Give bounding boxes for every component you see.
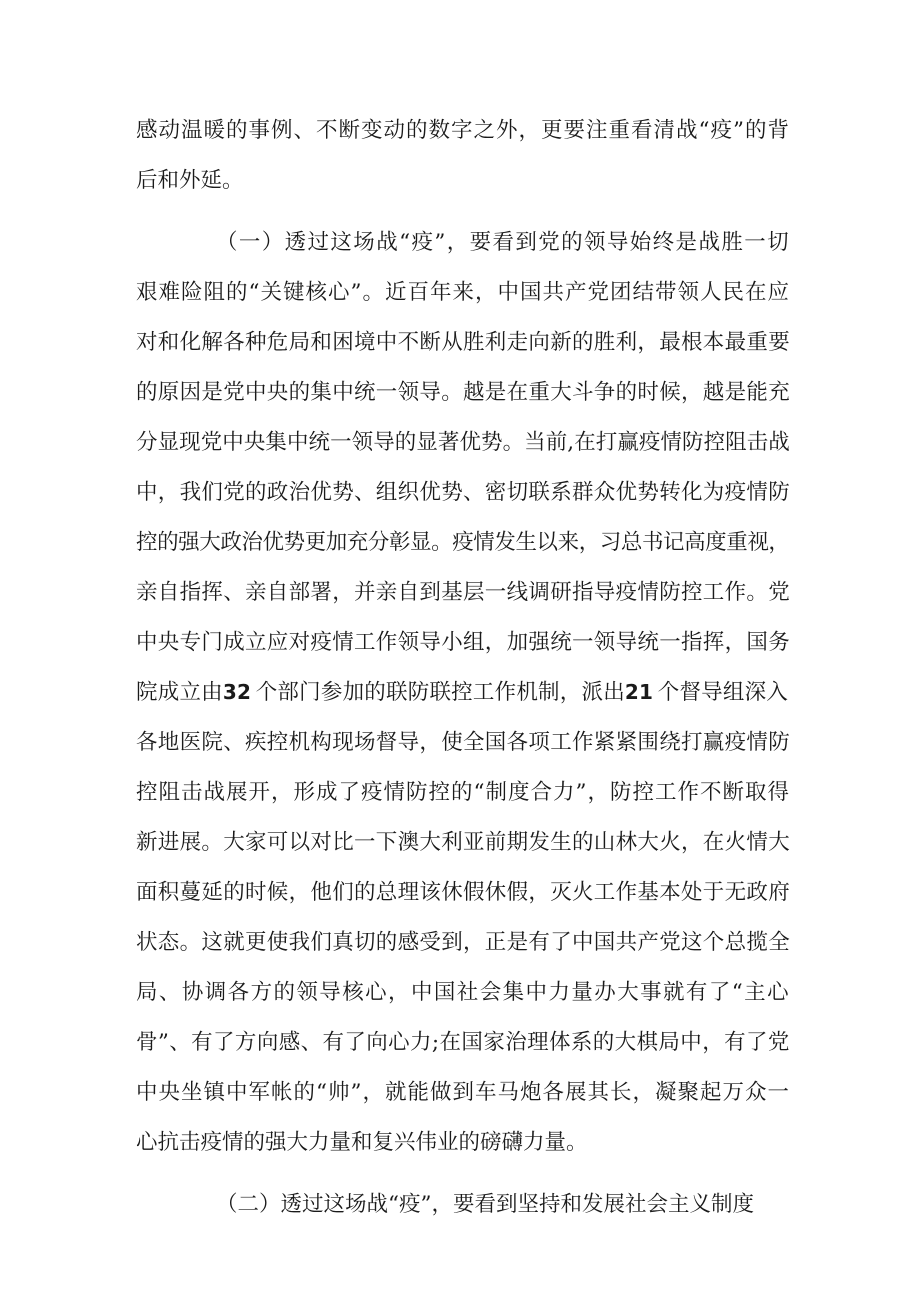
- text-line: 控阻击战展开，形成了疫情防控的“制度合力”，防控工作不断取得: [136, 780, 790, 805]
- section-heading-1: （一）透过这场战“疫”，要看到党的领导始终是战胜一切: [216, 230, 790, 255]
- text-segment: 院成立由: [136, 680, 223, 705]
- text-line: 中央坐镇中军帐的“帅”，就能做到车马炮各展其长，凝聚起万众一: [136, 1080, 790, 1105]
- text-line: 心抗击疫情的强大力量和复兴伟业的磅礴力量。: [136, 1130, 588, 1155]
- text-line-with-numbers: [136, 682, 788, 704]
- text-line: 感动温暖的事例、不断变动的数字之外，更要注重看清战“疫”的背: [136, 118, 790, 143]
- text-line: 亲自指挥、亲自部署，并亲自到基层一线调研指导疫情防控工作。党: [136, 580, 791, 605]
- text-line: 面积蔓延的时候，他们的总理该休假休假，灭火工作基本处于无政府: [136, 880, 791, 905]
- text-line: 艰难险阻的“关键核心”。近百年来，中国共产党团结带领人民在应: [136, 280, 790, 305]
- number-32: 32: [222, 680, 252, 704]
- number-21: 21: [624, 680, 654, 704]
- text-segment: 个督导组深入: [657, 680, 789, 705]
- text-line: 中央专门成立应对疫情工作领导小组，加强统一领导统一指挥，国务: [136, 630, 791, 655]
- text-line: 骨”、有了方向感、有了向心力;在国家治理体系的大棋局中，有了党: [136, 1030, 790, 1055]
- text-line: 控的强大政治优势更加充分彰显。疫情发生以来，习总书记高度重视，: [136, 530, 790, 555]
- text-line: 对和化解各种危局和困境中不断从胜利走向新的胜利，最根本最重要: [136, 330, 791, 355]
- text-line: 中，我们党的政治优势、组织优势、密切联系群众优势转化为疫情防: [136, 480, 791, 505]
- text-line: 新进展。大家可以对比一下澳大利亚前期发生的山林大火，在火情大: [136, 830, 791, 855]
- text-line: 分显现党中央集中统一领导的显著优势。当前,在打赢疫情防控阻击战: [136, 430, 790, 455]
- text-line: 各地医院、疾控机构现场督导，使全国各项工作紧紧围绕打赢疫情防: [136, 730, 791, 755]
- text-line: 局、协调各方的领导核心，中国社会集中力量办大事就有了“主心: [136, 980, 790, 1005]
- text-segment: 个部门参加的联防联控工作机制，派出: [255, 680, 625, 705]
- text-line: 状态。这就更使我们真切的感受到，正是有了中国共产党这个总揽全: [136, 930, 791, 955]
- text-line: 后和外延。: [136, 168, 244, 193]
- section-heading-2: （二）透过这场战“疫”，要看到坚持和发展社会主义制度: [216, 1192, 754, 1217]
- text-line: 的原因是党中央的集中统一领导。越是在重大斗争的时候，越是能充: [136, 380, 791, 405]
